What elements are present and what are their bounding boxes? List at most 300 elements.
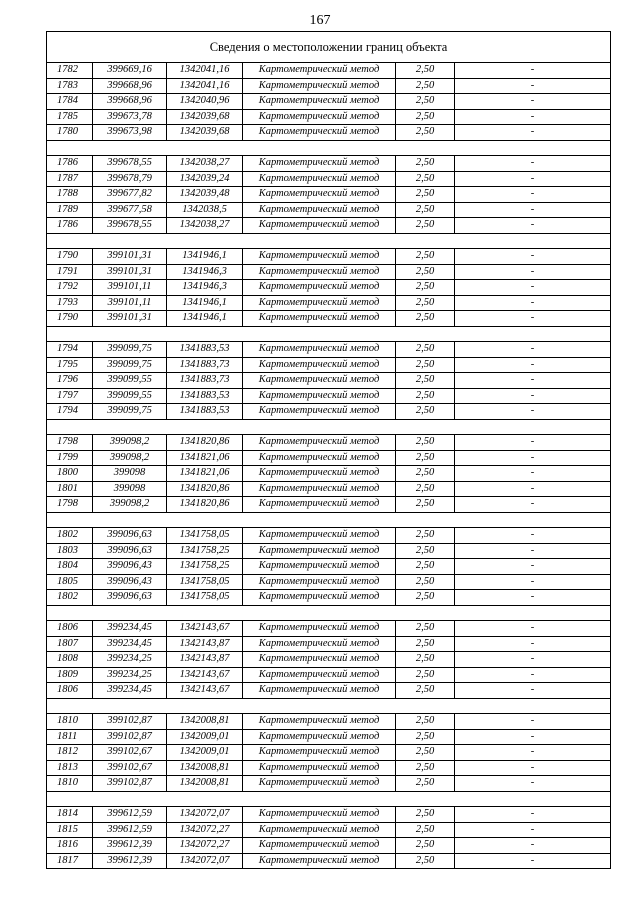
- point-number-cell: 1790: [47, 249, 93, 265]
- y-coordinate-cell: 1342072,27: [167, 822, 243, 838]
- page-number: 167: [309, 13, 331, 28]
- point-number-cell: 1786: [47, 156, 93, 172]
- method-cell: Картометрический метод: [243, 776, 396, 792]
- method-cell: Картометрический метод: [243, 187, 396, 203]
- point-number-cell: 1800: [47, 466, 93, 482]
- point-number-cell: 1798: [47, 435, 93, 451]
- method-cell: Картометрический метод: [243, 388, 396, 404]
- accuracy-cell: 2,50: [396, 590, 455, 606]
- point-number-cell: 1810: [47, 776, 93, 792]
- description-cell: -: [455, 218, 611, 234]
- y-coordinate-cell: 1342039,48: [167, 187, 243, 203]
- method-cell: Картометрический метод: [243, 853, 396, 869]
- y-coordinate-cell: 1342008,81: [167, 760, 243, 776]
- table-row: [47, 342, 611, 358]
- point-number-cell: 1811: [47, 729, 93, 745]
- method-cell: Картометрический метод: [243, 373, 396, 389]
- description-cell: -: [455, 311, 611, 327]
- accuracy-cell: 2,50: [396, 280, 455, 296]
- group-separator-row: [47, 326, 611, 342]
- x-coordinate-cell: 399099,55: [93, 388, 167, 404]
- y-coordinate-cell: 1341946,1: [167, 249, 243, 265]
- method-cell: Картометрический метод: [243, 807, 396, 823]
- description-cell: -: [455, 590, 611, 606]
- description-cell: -: [455, 435, 611, 451]
- group-separator-row: [47, 605, 611, 621]
- point-number-cell: 1817: [47, 853, 93, 869]
- y-coordinate-cell: 1341758,05: [167, 574, 243, 590]
- point-number-cell: 1790: [47, 311, 93, 327]
- point-number-cell: 1802: [47, 590, 93, 606]
- point-number-cell: 1780: [47, 125, 93, 141]
- accuracy-cell: 2,50: [396, 63, 455, 79]
- x-coordinate-cell: 399102,67: [93, 760, 167, 776]
- y-coordinate-cell: 1342038,5: [167, 202, 243, 218]
- x-coordinate-cell: 399101,31: [93, 311, 167, 327]
- y-coordinate-cell: 1341946,3: [167, 280, 243, 296]
- y-coordinate-cell: 1341758,05: [167, 590, 243, 606]
- table-row: [47, 311, 611, 327]
- table-row: [47, 683, 611, 699]
- method-cell: Картометрический метод: [243, 497, 396, 513]
- method-cell: Картометрический метод: [243, 342, 396, 358]
- y-coordinate-cell: 1341883,53: [167, 388, 243, 404]
- point-number-cell: 1786: [47, 218, 93, 234]
- method-cell: Картометрический метод: [243, 156, 396, 172]
- point-number-cell: 1793: [47, 295, 93, 311]
- point-number-cell: 1803: [47, 543, 93, 559]
- boundary-coordinates-table: [46, 31, 611, 869]
- description-cell: -: [455, 481, 611, 497]
- point-number-cell: 1809: [47, 667, 93, 683]
- x-coordinate-cell: 399612,59: [93, 807, 167, 823]
- description-cell: -: [455, 683, 611, 699]
- table-row: [47, 822, 611, 838]
- point-number-cell: 1806: [47, 621, 93, 637]
- accuracy-cell: 2,50: [396, 776, 455, 792]
- description-cell: -: [455, 652, 611, 668]
- method-cell: Картометрический метод: [243, 760, 396, 776]
- accuracy-cell: 2,50: [396, 667, 455, 683]
- table-row: [47, 404, 611, 420]
- point-number-cell: 1782: [47, 63, 93, 79]
- table-row: [47, 543, 611, 559]
- table-row: [47, 249, 611, 265]
- description-cell: -: [455, 466, 611, 482]
- y-coordinate-cell: 1341820,86: [167, 481, 243, 497]
- y-coordinate-cell: 1342040,96: [167, 94, 243, 110]
- description-cell: -: [455, 94, 611, 110]
- section-title: Сведения о местоположении границ объекта: [47, 32, 611, 63]
- accuracy-cell: 2,50: [396, 729, 455, 745]
- method-cell: Картометрический метод: [243, 311, 396, 327]
- description-cell: -: [455, 528, 611, 544]
- x-coordinate-cell: 399096,63: [93, 528, 167, 544]
- description-cell: -: [455, 621, 611, 637]
- y-coordinate-cell: 1342143,67: [167, 683, 243, 699]
- accuracy-cell: 2,50: [396, 760, 455, 776]
- description-cell: -: [455, 776, 611, 792]
- y-coordinate-cell: 1341883,73: [167, 357, 243, 373]
- point-number-cell: 1814: [47, 807, 93, 823]
- x-coordinate-cell: 399102,87: [93, 776, 167, 792]
- group-separator-row: [47, 791, 611, 807]
- x-coordinate-cell: 399673,98: [93, 125, 167, 141]
- y-coordinate-cell: 1342072,27: [167, 838, 243, 854]
- y-coordinate-cell: 1341758,05: [167, 528, 243, 544]
- table-row: [47, 574, 611, 590]
- separator-cell: [47, 140, 611, 156]
- x-coordinate-cell: 399101,31: [93, 264, 167, 280]
- method-cell: Картометрический метод: [243, 171, 396, 187]
- y-coordinate-cell: 1342009,01: [167, 729, 243, 745]
- y-coordinate-cell: 1341946,1: [167, 311, 243, 327]
- description-cell: -: [455, 109, 611, 125]
- point-number-cell: 1791: [47, 264, 93, 280]
- accuracy-cell: 2,50: [396, 342, 455, 358]
- y-coordinate-cell: 1342039,24: [167, 171, 243, 187]
- accuracy-cell: 2,50: [396, 218, 455, 234]
- separator-cell: [47, 233, 611, 249]
- description-cell: -: [455, 404, 611, 420]
- description-cell: -: [455, 357, 611, 373]
- y-coordinate-cell: 1342009,01: [167, 745, 243, 761]
- description-cell: -: [455, 667, 611, 683]
- group-separator-row: [47, 233, 611, 249]
- accuracy-cell: 2,50: [396, 295, 455, 311]
- accuracy-cell: 2,50: [396, 497, 455, 513]
- table-row: [47, 156, 611, 172]
- table-row: [47, 621, 611, 637]
- x-coordinate-cell: 399234,25: [93, 652, 167, 668]
- point-number-cell: 1815: [47, 822, 93, 838]
- group-separator-row: [47, 512, 611, 528]
- accuracy-cell: 2,50: [396, 357, 455, 373]
- accuracy-cell: 2,50: [396, 78, 455, 94]
- y-coordinate-cell: 1341820,86: [167, 497, 243, 513]
- method-cell: Картометрический метод: [243, 745, 396, 761]
- x-coordinate-cell: 399096,63: [93, 590, 167, 606]
- method-cell: Картометрический метод: [243, 264, 396, 280]
- accuracy-cell: 2,50: [396, 683, 455, 699]
- accuracy-cell: 2,50: [396, 388, 455, 404]
- x-coordinate-cell: 399101,31: [93, 249, 167, 265]
- point-number-cell: 1816: [47, 838, 93, 854]
- point-number-cell: 1812: [47, 745, 93, 761]
- method-cell: Картометрический метод: [243, 466, 396, 482]
- separator-cell: [47, 698, 611, 714]
- point-number-cell: 1788: [47, 187, 93, 203]
- point-number-cell: 1789: [47, 202, 93, 218]
- method-cell: Картометрический метод: [243, 683, 396, 699]
- method-cell: Картометрический метод: [243, 94, 396, 110]
- description-cell: -: [455, 171, 611, 187]
- point-number-cell: 1796: [47, 373, 93, 389]
- description-cell: -: [455, 497, 611, 513]
- x-coordinate-cell: 399234,45: [93, 636, 167, 652]
- point-number-cell: 1794: [47, 404, 93, 420]
- x-coordinate-cell: 399668,96: [93, 78, 167, 94]
- method-cell: Картометрический метод: [243, 202, 396, 218]
- method-cell: Картометрический метод: [243, 404, 396, 420]
- description-cell: -: [455, 574, 611, 590]
- accuracy-cell: 2,50: [396, 636, 455, 652]
- table-row: [47, 745, 611, 761]
- x-coordinate-cell: 399677,82: [93, 187, 167, 203]
- table-row: [47, 466, 611, 482]
- description-cell: -: [455, 714, 611, 730]
- x-coordinate-cell: 399678,55: [93, 156, 167, 172]
- y-coordinate-cell: 1342041,16: [167, 78, 243, 94]
- point-number-cell: 1799: [47, 450, 93, 466]
- method-cell: Картометрический метод: [243, 729, 396, 745]
- accuracy-cell: 2,50: [396, 264, 455, 280]
- separator-cell: [47, 419, 611, 435]
- table-row: [47, 497, 611, 513]
- x-coordinate-cell: 399677,58: [93, 202, 167, 218]
- description-cell: -: [455, 543, 611, 559]
- accuracy-cell: 2,50: [396, 373, 455, 389]
- x-coordinate-cell: 399099,75: [93, 357, 167, 373]
- y-coordinate-cell: 1342072,07: [167, 853, 243, 869]
- accuracy-cell: 2,50: [396, 745, 455, 761]
- y-coordinate-cell: 1341821,06: [167, 466, 243, 482]
- accuracy-cell: 2,50: [396, 559, 455, 575]
- accuracy-cell: 2,50: [396, 481, 455, 497]
- y-coordinate-cell: 1342143,87: [167, 652, 243, 668]
- separator-cell: [47, 605, 611, 621]
- table-row: [47, 729, 611, 745]
- description-cell: -: [455, 125, 611, 141]
- table-row: [47, 388, 611, 404]
- accuracy-cell: 2,50: [396, 838, 455, 854]
- description-cell: -: [455, 156, 611, 172]
- description-cell: -: [455, 264, 611, 280]
- accuracy-cell: 2,50: [396, 528, 455, 544]
- method-cell: Картометрический метод: [243, 543, 396, 559]
- x-coordinate-cell: 399096,63: [93, 543, 167, 559]
- y-coordinate-cell: 1342143,67: [167, 621, 243, 637]
- description-cell: -: [455, 729, 611, 745]
- accuracy-cell: 2,50: [396, 450, 455, 466]
- description-cell: -: [455, 559, 611, 575]
- method-cell: Картометрический метод: [243, 280, 396, 296]
- method-cell: Картометрический метод: [243, 450, 396, 466]
- x-coordinate-cell: 399096,43: [93, 559, 167, 575]
- description-cell: -: [455, 280, 611, 296]
- accuracy-cell: 2,50: [396, 156, 455, 172]
- description-cell: -: [455, 295, 611, 311]
- table-row: [47, 652, 611, 668]
- description-cell: -: [455, 342, 611, 358]
- method-cell: Картометрический метод: [243, 559, 396, 575]
- y-coordinate-cell: 1342008,81: [167, 714, 243, 730]
- method-cell: Картометрический метод: [243, 822, 396, 838]
- table-row: [47, 109, 611, 125]
- x-coordinate-cell: 399668,96: [93, 94, 167, 110]
- table-row: [47, 435, 611, 451]
- separator-cell: [47, 791, 611, 807]
- point-number-cell: 1783: [47, 78, 93, 94]
- table-row: [47, 853, 611, 869]
- method-cell: Картометрический метод: [243, 435, 396, 451]
- accuracy-cell: 2,50: [396, 435, 455, 451]
- x-coordinate-cell: 399098,2: [93, 497, 167, 513]
- x-coordinate-cell: 399098,2: [93, 450, 167, 466]
- point-number-cell: 1807: [47, 636, 93, 652]
- description-cell: -: [455, 388, 611, 404]
- method-cell: Картометрический метод: [243, 78, 396, 94]
- x-coordinate-cell: 399234,45: [93, 621, 167, 637]
- description-cell: -: [455, 373, 611, 389]
- x-coordinate-cell: 399102,87: [93, 714, 167, 730]
- method-cell: Картометрический метод: [243, 528, 396, 544]
- method-cell: Картометрический метод: [243, 636, 396, 652]
- table-row: [47, 559, 611, 575]
- method-cell: Картометрический метод: [243, 295, 396, 311]
- description-cell: -: [455, 838, 611, 854]
- accuracy-cell: 2,50: [396, 109, 455, 125]
- x-coordinate-cell: 399098: [93, 481, 167, 497]
- description-cell: -: [455, 78, 611, 94]
- y-coordinate-cell: 1342143,67: [167, 667, 243, 683]
- accuracy-cell: 2,50: [396, 807, 455, 823]
- group-separator-row: [47, 419, 611, 435]
- accuracy-cell: 2,50: [396, 822, 455, 838]
- x-coordinate-cell: 399098: [93, 466, 167, 482]
- x-coordinate-cell: 399099,55: [93, 373, 167, 389]
- table-row: [47, 450, 611, 466]
- y-coordinate-cell: 1342072,07: [167, 807, 243, 823]
- x-coordinate-cell: 399612,39: [93, 853, 167, 869]
- x-coordinate-cell: 399612,59: [93, 822, 167, 838]
- accuracy-cell: 2,50: [396, 543, 455, 559]
- x-coordinate-cell: 399099,75: [93, 404, 167, 420]
- method-cell: Картометрический метод: [243, 590, 396, 606]
- accuracy-cell: 2,50: [396, 94, 455, 110]
- table-row: [47, 94, 611, 110]
- x-coordinate-cell: 399096,43: [93, 574, 167, 590]
- description-cell: -: [455, 249, 611, 265]
- point-number-cell: 1806: [47, 683, 93, 699]
- y-coordinate-cell: 1341758,25: [167, 543, 243, 559]
- point-number-cell: 1795: [47, 357, 93, 373]
- method-cell: Картометрический метод: [243, 714, 396, 730]
- x-coordinate-cell: 399673,78: [93, 109, 167, 125]
- description-cell: -: [455, 822, 611, 838]
- accuracy-cell: 2,50: [396, 621, 455, 637]
- y-coordinate-cell: 1341883,53: [167, 342, 243, 358]
- y-coordinate-cell: 1341946,3: [167, 264, 243, 280]
- table-row: [47, 481, 611, 497]
- x-coordinate-cell: 399101,11: [93, 295, 167, 311]
- method-cell: Картометрический метод: [243, 838, 396, 854]
- point-number-cell: 1804: [47, 559, 93, 575]
- y-coordinate-cell: 1342038,27: [167, 218, 243, 234]
- table-row: [47, 202, 611, 218]
- x-coordinate-cell: 399102,87: [93, 729, 167, 745]
- y-coordinate-cell: 1342041,16: [167, 63, 243, 79]
- table-row: [47, 218, 611, 234]
- separator-cell: [47, 512, 611, 528]
- accuracy-cell: 2,50: [396, 171, 455, 187]
- y-coordinate-cell: 1341820,86: [167, 435, 243, 451]
- accuracy-cell: 2,50: [396, 404, 455, 420]
- method-cell: Картометрический метод: [243, 249, 396, 265]
- x-coordinate-cell: 399099,75: [93, 342, 167, 358]
- table-row: [47, 125, 611, 141]
- y-coordinate-cell: 1342039,68: [167, 125, 243, 141]
- accuracy-cell: 2,50: [396, 853, 455, 869]
- x-coordinate-cell: 399612,39: [93, 838, 167, 854]
- point-number-cell: 1794: [47, 342, 93, 358]
- table-row: [47, 187, 611, 203]
- table-row: [47, 295, 611, 311]
- table-row: [47, 714, 611, 730]
- description-cell: -: [455, 202, 611, 218]
- table-row: [47, 760, 611, 776]
- point-number-cell: 1805: [47, 574, 93, 590]
- point-number-cell: 1792: [47, 280, 93, 296]
- table-row: [47, 280, 611, 296]
- accuracy-cell: 2,50: [396, 249, 455, 265]
- y-coordinate-cell: 1342143,87: [167, 636, 243, 652]
- group-separator-row: [47, 698, 611, 714]
- accuracy-cell: 2,50: [396, 652, 455, 668]
- table-title-row: [47, 32, 611, 63]
- table-row: [47, 590, 611, 606]
- method-cell: Картометрический метод: [243, 109, 396, 125]
- accuracy-cell: 2,50: [396, 187, 455, 203]
- description-cell: -: [455, 636, 611, 652]
- table-row: [47, 171, 611, 187]
- method-cell: Картометрический метод: [243, 621, 396, 637]
- point-number-cell: 1813: [47, 760, 93, 776]
- description-cell: -: [455, 745, 611, 761]
- x-coordinate-cell: 399098,2: [93, 435, 167, 451]
- table-row: [47, 528, 611, 544]
- description-cell: -: [455, 807, 611, 823]
- table-row: [47, 636, 611, 652]
- point-number-cell: 1802: [47, 528, 93, 544]
- y-coordinate-cell: 1341883,73: [167, 373, 243, 389]
- table-row: [47, 838, 611, 854]
- accuracy-cell: 2,50: [396, 714, 455, 730]
- accuracy-cell: 2,50: [396, 311, 455, 327]
- description-cell: -: [455, 63, 611, 79]
- point-number-cell: 1798: [47, 497, 93, 513]
- point-number-cell: 1808: [47, 652, 93, 668]
- table-row: [47, 807, 611, 823]
- y-coordinate-cell: 1341758,25: [167, 559, 243, 575]
- method-cell: Картометрический метод: [243, 125, 396, 141]
- point-number-cell: 1801: [47, 481, 93, 497]
- method-cell: Картометрический метод: [243, 574, 396, 590]
- accuracy-cell: 2,50: [396, 125, 455, 141]
- table-row: [47, 776, 611, 792]
- description-cell: -: [455, 853, 611, 869]
- table-row: [47, 78, 611, 94]
- accuracy-cell: 2,50: [396, 574, 455, 590]
- accuracy-cell: 2,50: [396, 202, 455, 218]
- description-cell: -: [455, 450, 611, 466]
- group-separator-row: [47, 140, 611, 156]
- y-coordinate-cell: 1341821,06: [167, 450, 243, 466]
- method-cell: Картометрический метод: [243, 218, 396, 234]
- y-coordinate-cell: 1341883,53: [167, 404, 243, 420]
- method-cell: Картометрический метод: [243, 652, 396, 668]
- x-coordinate-cell: 399678,79: [93, 171, 167, 187]
